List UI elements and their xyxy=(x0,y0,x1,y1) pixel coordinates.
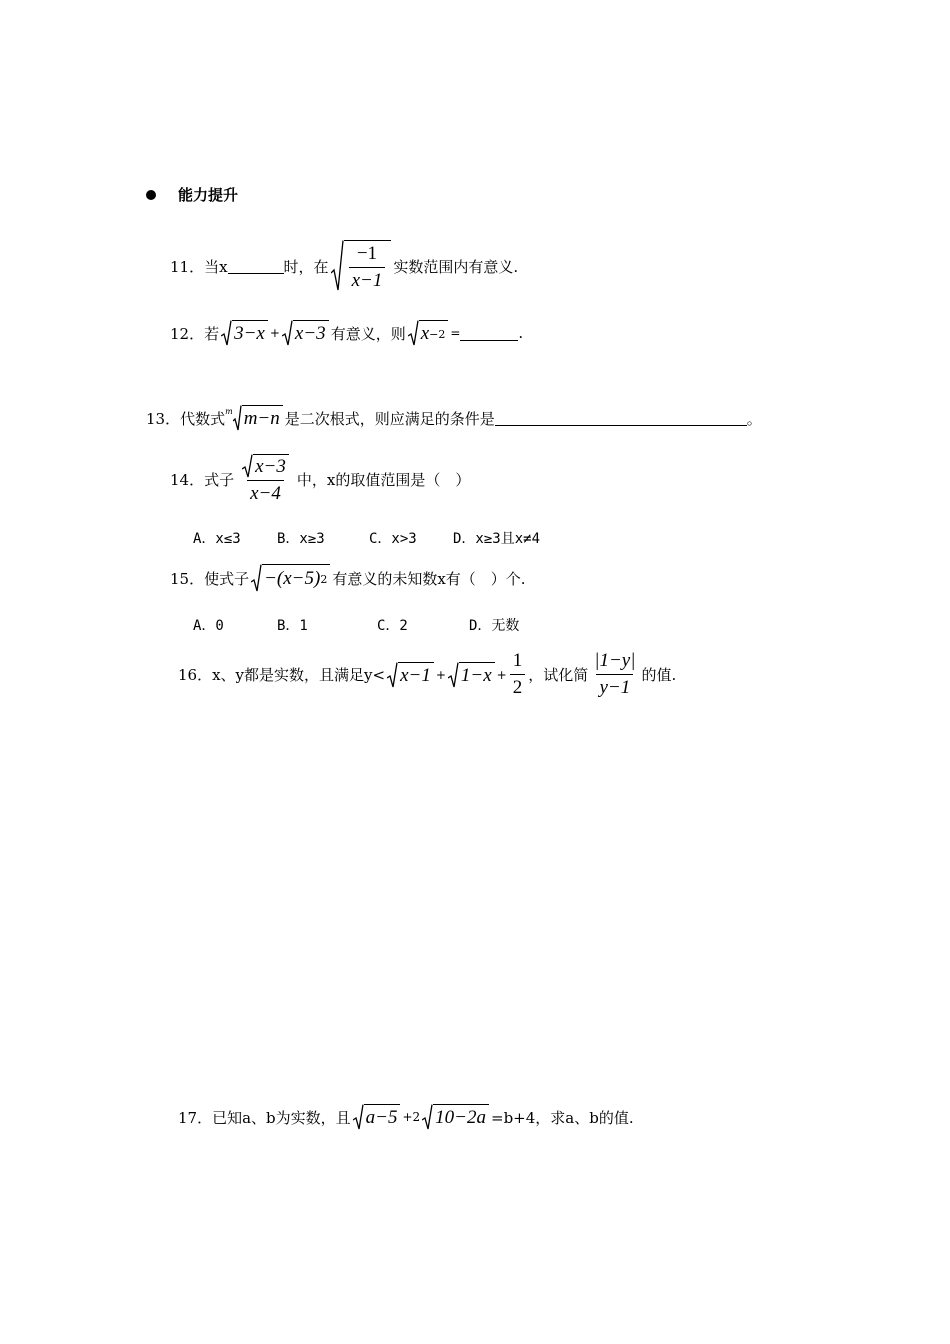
q15-option-c[interactable]: C．2 xyxy=(377,618,408,634)
q14-numerator: x−3 xyxy=(253,454,289,478)
q13-text: 是二次根式，则应满足的条件是 xyxy=(284,409,495,428)
q16-tail: 的值. xyxy=(641,666,677,684)
q11-root-numerator: −1 xyxy=(356,242,378,264)
q11-tail: 实数范围内有意义. xyxy=(393,257,519,276)
q13-answer-blank[interactable] xyxy=(495,411,747,426)
section-title: 能力提升 xyxy=(178,186,239,204)
q15-option-a[interactable]: A．0 xyxy=(193,618,224,634)
q13-radical: m−n xyxy=(233,405,283,431)
q13-number: 13．代数式 xyxy=(146,409,226,428)
bullet-icon xyxy=(146,190,156,200)
q14-options xyxy=(193,528,540,548)
q15-number: 15．使式子 xyxy=(170,569,250,588)
q14-option-c[interactable]: C．x>3 xyxy=(369,531,417,547)
question-11 xyxy=(170,240,518,292)
q12-radical-2: x−3 xyxy=(282,320,329,346)
q11-radical xyxy=(331,240,392,292)
q12-answer-blank[interactable] xyxy=(460,326,518,341)
q15-text: 有意义的未知数x有（ ）个. xyxy=(332,569,526,588)
q16-text: ，试化简 xyxy=(528,666,589,684)
q14-option-b[interactable]: B．x≥3 xyxy=(277,531,325,547)
q14-text: 中，x的取值范围是（ ） xyxy=(296,471,471,489)
q14-option-d[interactable]: D．x≥3且x≠4 xyxy=(453,531,541,547)
question-16: 16．x、y都是实数，且满足y< x−1 + 1−x + $\frac{1}{2}$ ，试化简 $\frac{|1-y|}{y-1}$ 的值. xyxy=(178,650,677,698)
q17-radical-2: 10−2a xyxy=(433,1104,489,1130)
q16-half: $\frac{1}{2}$ xyxy=(510,650,526,699)
q11-root-denominator: x−1 xyxy=(349,267,386,292)
q11-answer-blank[interactable] xyxy=(228,259,284,274)
q17-text: =b+4，求a、b的值. xyxy=(491,1108,634,1127)
question-15 xyxy=(170,564,526,592)
q16-number: 16．x、y都是实数，且满足y< xyxy=(178,666,386,684)
q14-fraction xyxy=(237,454,294,505)
q13-root-index: m xyxy=(225,407,233,416)
section-heading xyxy=(146,184,238,205)
q16-radical-1: x−1 xyxy=(398,662,434,688)
question-13: 13．代数式 m m−n 是二次根式，则应满足的条件是 。 xyxy=(146,407,762,429)
q15-option-d[interactable]: D．无数 xyxy=(469,618,520,634)
q14-denominator: x−4 xyxy=(247,480,284,505)
question-14 xyxy=(170,454,470,505)
q15-option-b[interactable]: B．1 xyxy=(277,618,308,634)
q12-text: 有意义，则 xyxy=(330,324,406,343)
q17-radical-1: a−5 xyxy=(364,1104,401,1130)
q16-fraction: $\frac{|1-y|}{y-1}$ xyxy=(594,650,636,698)
q14-number: 14．式子 xyxy=(170,471,235,489)
q15-options xyxy=(193,615,519,635)
q16-radical-2: 1−x xyxy=(459,662,495,688)
q12-radical-1: 3−x xyxy=(221,320,268,346)
q17-number: 17．已知a、b为实数，且 xyxy=(178,1108,351,1127)
q14-option-a[interactable]: A．x≤3 xyxy=(193,531,241,547)
q12-radical-3: x −2 xyxy=(408,320,449,346)
question-17: 17．已知a、b为实数，且 a−5 +2 10−2a =b+4，求a、b的值. xyxy=(178,1104,634,1130)
q12-number: 12．若 xyxy=(170,324,220,343)
q15-radical: −(x−5) 2 xyxy=(251,564,330,592)
q11-number: 11．当x xyxy=(170,257,228,276)
q11-text: 时，在 xyxy=(283,257,329,276)
question-12: 12．若 3−x + x−3 有意义，则 x −2 = . xyxy=(170,320,523,346)
